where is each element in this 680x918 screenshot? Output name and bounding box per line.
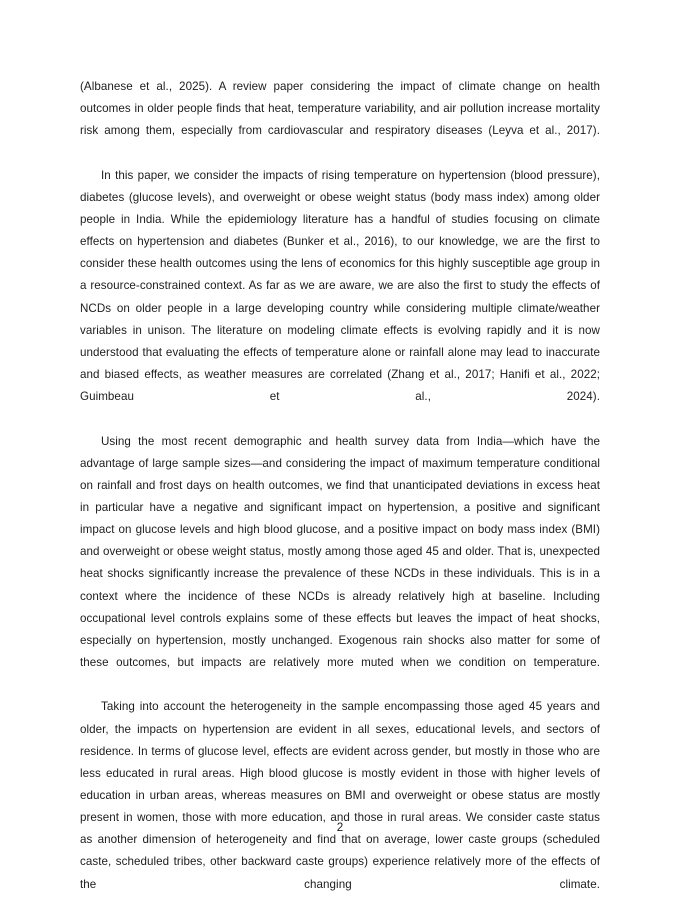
body-text-block [80, 76, 600, 918]
paragraph-continuation: (Albanese et al., 2025). A review paper considering the impact of climate change on health outcomes in older people finds that heat, temperature variability, and air pollution increase mortality risk among them, especially from cardiovascular and respiratory diseases (Leyva et al., 2017). [80, 80, 600, 138]
paragraph-findings: Using the most recent demographic and health survey data from India—which have the advantage of large sample sizes—and considering the impact of maximum temperature conditional on rainfall and frost days on health outcomes, we find that unanticipated deviations in excess heat in particular have a negative and significant impact on hypertension, a positive and significant impact on glucose levels and high blood glucose, and a positive impact on body mass index (BMI) and overweight or obese weight status, mostly among those aged 45 and older. That is, unexpected heat shocks significantly increase the prevalence of these NCDs in these individuals. This is in a context where the incidence of these NCDs is already relatively high at baseline. Including occupational level controls explains some of these effects but leaves the impact of heat shocks, especially on hypertension, mostly unchanged. Exogenous rain shocks also matter for some of these outcomes, but impacts are relatively more muted when we condition on temperature. [80, 434, 600, 670]
paragraph-study-focus: In this paper, we consider the impacts of rising temperature on hypertension (blood pressure), diabetes (glucose levels), and overweight or obese weight status (body mass index) among older people in India. While the epidemiology literature has a handful of studies focusing on climate effects on hypertension and diabetes (Bunker et al., 2016), to our knowledge, we are the first to consider these health outcomes using the lens of economics for this highly susceptible age group in a resource-constrained context. As far as we are aware, we are also the first to study the effects of NCDs on older people in a large developing country while considering multiple climate/weather variables in unison. The literature on modeling climate effects is evolving rapidly and it is now understood that evaluating the effects of temperature alone or rainfall alone may lead to inaccurate and biased effects, as weather measures are correlated (Zhang et al., 2017; Hanifi et al., 2022; Guimbeau et al., 2024). [80, 168, 600, 404]
paragraph-heterogeneity: Taking into account the heterogeneity in the sample encompassing those aged 45 years and older, the impacts on hypertension are evident in all sexes, educational levels, and sectors of residence. In terms of glucose level, effects are evident across gender, but mostly in those who are less educated in rural areas. High blood glucose is mostly evident in those with higher levels of education in urban areas, whereas measures on BMI and overweight or obese status are mostly present in women, those with more education, and those in rural areas. We consider caste status as another dimension of heterogeneity and find that on average, lower caste groups (scheduled caste, scheduled tribes, other backward caste groups) experience relatively more of the effects of the changing climate. [80, 700, 600, 891]
page-number: 2 [336, 821, 344, 834]
